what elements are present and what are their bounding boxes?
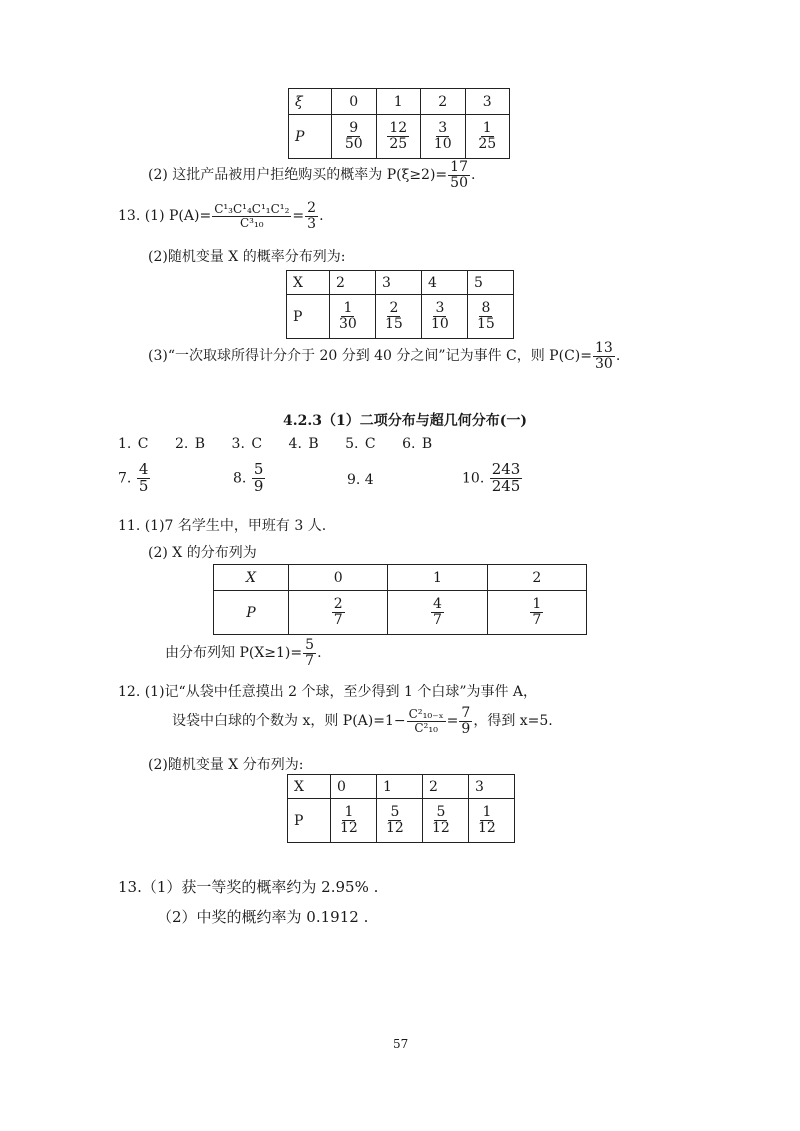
table-value-cell: 3 <box>376 271 422 295</box>
answer-item: 2. B <box>174 436 206 452</box>
table-value-cell: 3 <box>465 89 510 115</box>
distribution-table-x-0to3 <box>287 774 515 843</box>
distribution-table-x-0to2 <box>213 564 587 635</box>
table-value-cell: 2 <box>487 565 586 591</box>
q13b-part1: 13.（1）获一等奖的概率约为 2.95% . <box>118 878 379 896</box>
table-prob-cell: $\frac{9}{50}$ <box>332 115 377 159</box>
q13-part3: (3)“一次取球所得计分介于 20 分到 40 分之间”记为事件 C，则 P(C)= $\frac{13}{30}$ . <box>148 340 621 372</box>
table-prob-cell: $\frac{1}{7}$ <box>487 591 586 635</box>
q13b-part2: （2）中奖的概约率为 0.1912 . <box>157 908 369 926</box>
table-value-cell: 1 <box>388 565 487 591</box>
answer-item: 5. C <box>345 436 376 452</box>
table-prob-cell: $\frac{4}{7}$ <box>388 591 487 635</box>
table-prob-cell: $\frac{2}{15}$ <box>376 295 422 339</box>
table-value-cell: 3 <box>469 775 515 799</box>
table-value-cell: 0 <box>332 89 377 115</box>
table-value-cell: 0 <box>331 775 377 799</box>
table-value-cell: 0 <box>289 565 388 591</box>
answer-item-7: 7. $\frac{4}{5}$ <box>118 460 149 495</box>
table-p-cell: P <box>214 591 289 635</box>
table-prob-cell: $\frac{12}{25}$ <box>376 115 421 159</box>
answer-item: 1. C <box>118 436 149 452</box>
q12-part1-calc: 设袋中白球的个数为 x，则 P(A)=1− $\frac{\text{C²₁₀₋ₓ}}{\text{C²₁₀}}$ = $\frac{7}{9}$ ，得到 x=5. <box>172 705 553 737</box>
table-prob-cell: $\frac{5}{12}$ <box>377 799 423 843</box>
table-prob-cell: $\frac{5}{12}$ <box>423 799 469 843</box>
table-p-cell: P <box>289 115 332 159</box>
table-prob-cell: $\frac{1}{12}$ <box>469 799 515 843</box>
table-value-cell: 2 <box>421 89 466 115</box>
table-p-cell: P <box>288 799 331 843</box>
q11-part3: 由分布列知 P(X≥1)= $\frac{5}{7}$ . <box>165 637 322 669</box>
table-value-cell: 2 <box>330 271 376 295</box>
table-prob-cell: $\frac{1}{25}$ <box>465 115 510 159</box>
q11-part1: 11. (1)7 名学生中，甲班有 3 人. <box>118 518 327 534</box>
table-prob-cell: $\frac{3}{10}$ <box>422 295 468 339</box>
table-value-cell: 5 <box>468 271 514 295</box>
table-p-cell: P <box>287 295 330 339</box>
page-number: 57 <box>393 1037 409 1051</box>
table-value-cell: 2 <box>423 775 469 799</box>
q13-part1: 13. (1) P(A)= $\frac{\text{C¹₃C¹₄C¹₁C¹₂}}{\text{C³₁₀}}$ = $\frac{2}{3}$ . <box>118 200 324 232</box>
distribution-table-xi <box>288 88 510 159</box>
q11-part2: (2) X 的分布列为 <box>148 545 257 561</box>
q13-part2: (2)随机变量 X 的概率分布列为: <box>148 249 346 265</box>
answer-item: 6. B <box>402 436 433 452</box>
table-prob-cell: $\frac{2}{7}$ <box>289 591 388 635</box>
answer-item: 4. B <box>288 436 319 452</box>
answer-item-9: 9. 4 <box>347 472 374 488</box>
distribution-table-x-2to5 <box>286 270 514 339</box>
table-prob-cell: $\frac{8}{15}$ <box>468 295 514 339</box>
table-prob-cell: $\frac{3}{10}$ <box>421 115 466 159</box>
table-var-cell: X <box>214 565 289 591</box>
table-value-cell: 1 <box>376 89 421 115</box>
answer-item-8: 8. $\frac{5}{9}$ <box>233 460 264 495</box>
reject-probability-line: (2) 这批产品被用户拒绝购买的概率为 P(ξ≥2)= $\frac{17}{50}$ . <box>148 159 476 191</box>
table-prob-cell: $\frac{1}{12}$ <box>331 799 377 843</box>
table-value-cell: 4 <box>422 271 468 295</box>
table-prob-cell: $\frac{1}{30}$ <box>330 295 376 339</box>
table-var-cell: ξ <box>289 89 332 115</box>
table-var-cell: X <box>287 271 330 295</box>
answer-item-10: 10. $\frac{243}{245}$ <box>462 460 521 495</box>
q12-part2: (2)随机变量 X 分布列为: <box>148 757 304 773</box>
answer-item: 3. C <box>231 436 263 452</box>
table-var-cell: X <box>288 775 331 799</box>
table-value-cell: 1 <box>377 775 423 799</box>
answers-row-1 <box>118 436 432 452</box>
q12-part1: 12. (1)记“从袋中任意摸出 2 个球，至少得到 1 个白球”为事件 A， <box>118 684 538 700</box>
section-title: 4.2.3（1）二项分布与超几何分布(一) <box>283 413 527 429</box>
